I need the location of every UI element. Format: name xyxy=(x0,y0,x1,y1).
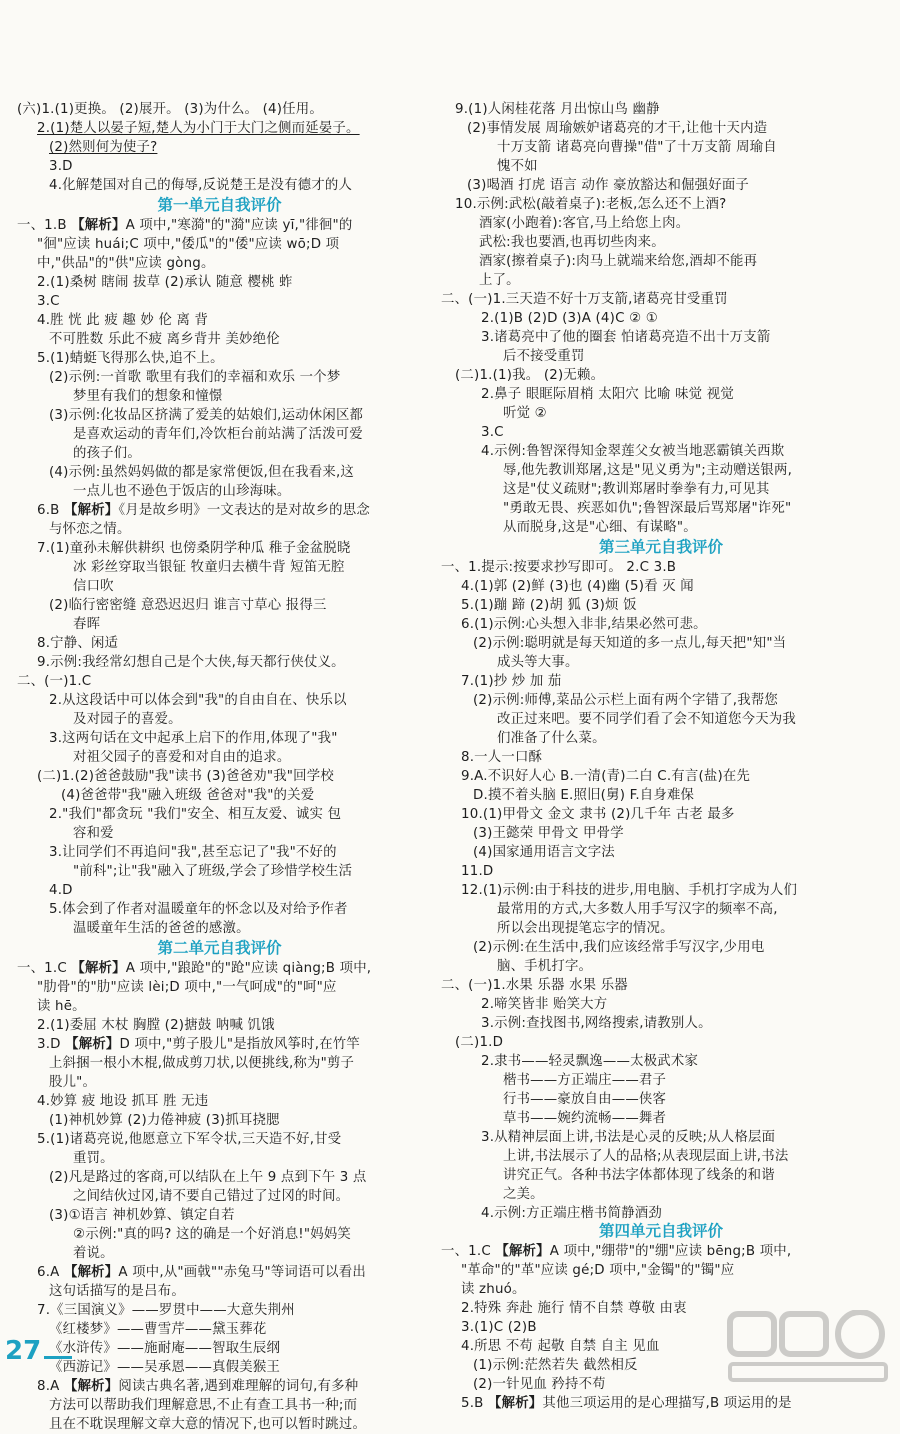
answer-line: 梦里有我们的想象和憧憬 xyxy=(73,389,223,404)
answer-line: (3)王懿荣 甲骨文 甲骨学 xyxy=(473,826,624,841)
answer-line: 7.(1)抄 炒 加 茄 xyxy=(461,674,562,689)
answer-line: 3.D 【解析】D 项中,"剪子股儿"是指放风筝时,在竹竿 xyxy=(37,1037,360,1052)
answer-line: 《红楼梦》——曹雪芹——黛玉葬花 xyxy=(49,1322,267,1337)
answer-line: 4.化解楚国对自己的侮辱,反说楚王是没有德才的人 xyxy=(49,178,353,193)
answer-line: 辱,他先教训郑屠,这是"见义勇为";主动赠送银两, xyxy=(503,463,793,478)
answer-line: (3)①语言 神机妙算、镇定自若 xyxy=(49,1208,235,1223)
answer-line: 且在不耽误理解文章大意的情况下,也可以暂时跳过。 xyxy=(49,1417,367,1432)
answer-line: 5.(1)蹦 蹄 (2)胡 狐 (3)烦 饭 xyxy=(461,598,637,613)
section-heading: 第一单元自我评价 xyxy=(157,196,282,214)
answer-line: 一、1.B 【解析】A 项中,"寒漪"的"漪"应读 yī,"徘徊"的 xyxy=(17,218,353,233)
answer-line: 武松:我也要酒,也再切些肉来。 xyxy=(479,235,665,250)
answer-line: 7.《三国演义》——罗贯中——大意失荆州 xyxy=(37,1303,295,1318)
answer-line: 2.从这段话中可以体会到"我"的自由自在、快乐以 xyxy=(49,693,347,708)
answer-line: (二)1.D xyxy=(455,1035,504,1050)
answer-line: 8.A 【解析】阅读古典名著,遇到难理解的词句,有多种 xyxy=(37,1379,359,1394)
answer-line: 冰 彩丝穿取当银钲 牧童归去横牛背 短笛无腔 xyxy=(73,560,345,575)
answer-line: 2.(1)楚人以晏子短,楚人为小门于大门之侧而延晏子。 xyxy=(37,121,360,136)
answer-line: 后不接受重罚 xyxy=(503,349,585,364)
answer-line: (二)1.(1)我。 (2)无赖。 xyxy=(455,368,605,383)
answer-line: 3.这两句话在文中起承上启下的作用,体现了"我" xyxy=(49,731,338,746)
answer-line: 中,"供品"的"供"应读 gòng。 xyxy=(37,256,215,271)
answer-line: 2.特殊 奔赴 施行 情不自禁 尊敬 由衷 xyxy=(461,1301,687,1316)
answer-line: 9.示例:我经常幻想自己是个大侠,每天都行侠仗义。 xyxy=(37,655,345,670)
answer-line: 行书——豪放自由——侠客 xyxy=(503,1092,667,1107)
answer-line: 2.啼笑皆非 贻笑大方 xyxy=(481,997,608,1012)
answer-line: 及对园子的喜爱。 xyxy=(73,712,182,727)
answer-line: 脑、手机打字。 xyxy=(497,959,593,974)
answer-line: (2)示例:师傅,菜品公示栏上面有两个字错了,我帮您 xyxy=(473,693,779,708)
answer-line: 3.让同学们不再追问"我",甚至忘记了"我"不好的 xyxy=(49,845,337,860)
answer-line: 6.(1)示例:心头想入非非,结果必然可悲。 xyxy=(461,617,707,632)
answer-line: (2)凡是路过的客商,可以结队在上午 9 点到下午 3 点 xyxy=(49,1170,367,1185)
answer-line: 10.示例:武松(敲着桌子):老板,怎么还不上酒? xyxy=(455,197,727,212)
answer-line: "革命"的"革"应读 gé;D 项中,"金镯"的"镯"应 xyxy=(461,1263,735,1278)
answer-line: 之间结伙过冈,请不要自己错过了过冈的时间。 xyxy=(73,1189,350,1204)
answer-line: (2)示例:一首歌 歌里有我们的幸福和欢乐 一个梦 xyxy=(49,370,341,385)
answer-line: 与怀恋之情。 xyxy=(49,522,131,537)
answer-line: 上了。 xyxy=(479,273,520,288)
answer-line: 不可胜数 乐此不疲 离乡背井 美妙绝伦 xyxy=(49,332,280,347)
answer-line: 酒家(小跑着):客官,马上给您上肉。 xyxy=(479,216,690,231)
answer-line: 上斜捆一根小木棍,做成剪刀状,以便挑线,称为"剪子 xyxy=(49,1056,355,1071)
answer-line: 5.(1)诸葛亮说,他愿意立下军令状,三天造不好,甘受 xyxy=(37,1132,342,1147)
answer-line: "徊"应读 huái;C 项中,"倭瓜"的"倭"应读 wō;D 项 xyxy=(37,237,340,252)
answer-line: 十万支箭 诸葛亮向曹操"借"了十万支箭 周瑜自 xyxy=(497,140,777,155)
answer-line: 楷书——方正端庄——君子 xyxy=(503,1073,667,1088)
answer-line: 3.D xyxy=(49,159,73,174)
answer-line: 3.诸葛亮中了他的圈套 怕诸葛亮造不出十万支箭 xyxy=(481,330,771,345)
section-heading: 第四单元自我评价 xyxy=(598,1222,723,1240)
answer-line: (2)示例:在生活中,我们应该经常手写汉字,少用电 xyxy=(473,940,765,955)
answer-line: 《西游记》——吴承恩——真假美猴王 xyxy=(49,1360,281,1375)
answer-line: 4.示例:方正端庄楷书简静酒劲 xyxy=(481,1206,662,1221)
answer-line: 所以会出现提笔忘字的情况。 xyxy=(497,921,674,936)
answer-line: 二、(一)1.三天造不好十万支箭,诸葛亮甘受重罚 xyxy=(441,292,728,307)
page-number-bar xyxy=(44,1356,72,1359)
answer-line: 方法可以帮助我们理解意思,不止有查工具书一种;而 xyxy=(49,1398,358,1413)
answer-line: 9.A.不识好人心 B.一清(青)二白 C.有言(盐)在先 xyxy=(461,769,751,784)
answer-line: 4.妙算 疲 地设 抓耳 胜 无违 xyxy=(37,1094,209,1109)
answer-line: 7.(1)童孙未解供耕织 也傍桑阴学种瓜 稚子金盆脱晓 xyxy=(37,541,351,556)
answer-line: 二、(一)1.C xyxy=(17,674,92,689)
answer-line: 2."我们"都贪玩 "我们"安全、相互友爱、诚实 包 xyxy=(49,807,342,822)
answer-line: 10.(1)甲骨文 金文 隶书 (2)几千年 古老 最多 xyxy=(461,807,735,822)
section-heading: 第二单元自我评价 xyxy=(157,939,282,957)
answer-line: D.摸不着头脑 E.照旧(舅) F.自身难保 xyxy=(473,788,695,803)
answer-line: 容和爱 xyxy=(73,826,114,841)
answer-line: (2)临行密密缝 意恐迟迟归 谁言寸草心 报得三 xyxy=(49,598,327,613)
answer-line: 读 zhuó。 xyxy=(461,1282,526,1297)
answer-line: 4.示例:鲁智深得知金翠莲父女被当地恶霸镇关西欺 xyxy=(481,444,785,459)
answer-line: 一点儿也不逊色于饭店的山珍海味。 xyxy=(73,484,291,499)
answer-line: 是喜欢运动的青年们,冷饮柜台前站满了活泼可爱 xyxy=(73,427,363,442)
section-heading: 第三单元自我评价 xyxy=(598,538,723,556)
answer-line: 愧不如 xyxy=(497,159,538,174)
answer-line: 《水浒传》——施耐庵——智取生辰纲 xyxy=(49,1341,281,1356)
answer-line: (六)1.(1)更换。 (2)展开。 (3)为什么。 (4)任用。 xyxy=(17,102,323,117)
answer-line: 2.隶书——轻灵飘逸——太极武术家 xyxy=(481,1054,699,1069)
answer-line: 5.(1)蜻蜓飞得那么快,追不上。 xyxy=(37,351,224,366)
answer-line: (2)一针见血 矜持不苟 xyxy=(473,1377,606,1392)
answer-line: 一、1.提示:按要求抄写即可。 2.C 3.B xyxy=(441,560,677,575)
answer-line: 8.一人一口酥 xyxy=(461,750,543,765)
answer-line: (4)爸爸带"我"融入班级 爸爸对"我"的关爱 xyxy=(61,788,315,803)
answer-line: "前科";让"我"融入了班级,学会了珍惜学校生活 xyxy=(73,864,353,879)
answer-line: "肋骨"的"肋"应读 lèi;D 项中,"一气呵成"的"呵"应 xyxy=(37,980,337,995)
answer-line: 2.(1)桑树 瞎闹 拔草 (2)承认 随意 樱桃 蚱 xyxy=(37,275,293,290)
answer-line: 2.鼻子 眼眶际眉梢 太阳穴 比喻 味觉 视觉 xyxy=(481,387,734,402)
answer-line: 温暖童年生活的爸爸的感激。 xyxy=(73,921,250,936)
answer-line: 8.宁静、闲适 xyxy=(37,636,119,651)
answer-line: 3.C xyxy=(37,294,60,309)
answer-line: (2)然则何为使子? xyxy=(49,140,158,155)
answer-line: 二、(一)1.水果 乐器 水果 乐器 xyxy=(441,978,628,993)
answer-line: 3.从精神层面上讲,书法是心灵的反映;从人格层面 xyxy=(481,1130,776,1145)
answer-line: (4)国家通用语言文字法 xyxy=(473,845,615,860)
answer-line: 2.(1)B (2)D (3)A (4)C ② ① xyxy=(481,311,658,326)
answer-line: 听觉 ② xyxy=(503,406,547,421)
answer-line: 一、1.C 【解析】A 项中,"绷带"的"绷"应读 bēng;B 项中, xyxy=(441,1244,792,1259)
answer-line: 3.C xyxy=(481,425,504,440)
answer-line: 4.胜 恍 此 疲 趣 妙 伦 离 背 xyxy=(37,313,209,328)
answer-line: 酒家(擦着桌子):肉马上就端来给您,酒却不能再 xyxy=(479,254,758,269)
answer-line: (2)示例:聪明就是每天知道的多一点儿,每天把"知"当 xyxy=(473,636,787,651)
answer-line: 3.(1)C (2)B xyxy=(461,1320,537,1335)
answer-line: 对祖父园子的喜爱和对自由的追求。 xyxy=(73,750,291,765)
answer-line: 这是"仗义疏财";教训郑屠时拳拳有力,可见其 xyxy=(503,482,770,497)
answer-line: 2.(1)委屈 木杖 胸膛 (2)搪鼓 呐喊 饥饿 xyxy=(37,1018,275,1033)
answer-line: (4)示例:虽然妈妈做的都是家常便饭,但在我看来,这 xyxy=(49,465,355,480)
answer-line: 6.B 【解析】《月是故乡明》一文表达的是对故乡的思念 xyxy=(37,503,370,518)
answer-line: 们准备了什么菜。 xyxy=(497,731,606,746)
answer-line: 从而脱身,这是"心细、有谋略"。 xyxy=(503,520,697,535)
answer-line: "勇敢无畏、疾恶如仇";鲁智深最后骂郑屠"诈死" xyxy=(503,501,792,516)
answer-line: 6.A 【解析】A 项中,从"画戟""赤兔马"等词语可以看出 xyxy=(37,1265,366,1280)
answer-line: 之美。 xyxy=(503,1187,544,1202)
answer-line: 4.(1)郭 (2)鲜 (3)也 (4)幽 (5)看 灭 闻 xyxy=(461,579,694,594)
answer-line: 11.D xyxy=(461,864,494,879)
answer-line: 重罚。 xyxy=(73,1151,114,1166)
answer-line: 一、1.C 【解析】A 项中,"踉跄"的"跄"应读 qiàng;B 项中, xyxy=(17,961,372,976)
answer-line: 改正过来吧。要不同学们看了会不知道您今天为我 xyxy=(497,712,796,727)
answer-line: 成头等大事。 xyxy=(497,655,579,670)
answer-line: (2)事情发展 周瑜嫉妒诸葛亮的才干,让他十天内造 xyxy=(467,121,768,136)
answer-line: 讲究正气。各种书法字体都体现了线条的和谐 xyxy=(503,1168,775,1183)
answer-line: 信口吹 xyxy=(73,579,114,594)
watermark-logo xyxy=(724,1310,894,1385)
answer-line: 4.D xyxy=(49,883,73,898)
answer-line: 12.(1)示例:由于科技的进步,用电脑、手机打字成为人们 xyxy=(461,883,798,898)
answer-line: 最常用的方式,大多数人用手写汉字的频率不高, xyxy=(497,902,778,917)
answer-line: (3)示例:化妆品区挤满了爱美的姑娘们,运动休闲区都 xyxy=(49,408,364,423)
answer-line: 春晖 xyxy=(73,617,101,632)
answer-line: 3.示例:查找图书,网络搜索,请教别人。 xyxy=(481,1016,712,1031)
answer-line: (1)神机妙算 (2)力倦神疲 (3)抓耳挠腮 xyxy=(49,1113,280,1128)
answer-line: (二)1.(2)爸爸鼓励"我"读书 (3)爸爸劝"我"回学校 xyxy=(37,769,334,784)
answer-line: (1)示例:茫然若失 截然相反 xyxy=(473,1358,638,1373)
answer-line: 这句话描写的是吕布。 xyxy=(49,1284,185,1299)
answer-line: 4.所思 不苟 起敬 自禁 自主 见血 xyxy=(461,1339,660,1354)
answer-line: 着说。 xyxy=(73,1246,114,1261)
answer-line: ②示例:"真的吗? 这的确是一个好消息!"妈妈笑 xyxy=(73,1227,352,1242)
answer-line: 股儿"。 xyxy=(49,1075,97,1090)
answer-line: 5.体会到了作者对温暖童年的怀念以及对给予作者 xyxy=(49,902,348,917)
page-number: 27 xyxy=(5,1336,42,1366)
answer-line: (3)喝酒 打虎 语言 动作 豪放豁达和倔强好面子 xyxy=(467,178,750,193)
answer-line: 5.B 【解析】其他三项运用的是心理描写,B 项运用的是 xyxy=(461,1396,792,1411)
answer-line: 上讲,书法展示了人的品格;从表现层面上讲,书法 xyxy=(503,1149,789,1164)
answer-line: 草书——婉约流畅——舞者 xyxy=(503,1111,667,1126)
answer-line: 9.(1)人闲桂花落 月出惊山鸟 幽静 xyxy=(455,102,660,117)
answer-line: 读 hē。 xyxy=(37,999,86,1014)
answer-line: 的孩子们。 xyxy=(73,446,141,461)
